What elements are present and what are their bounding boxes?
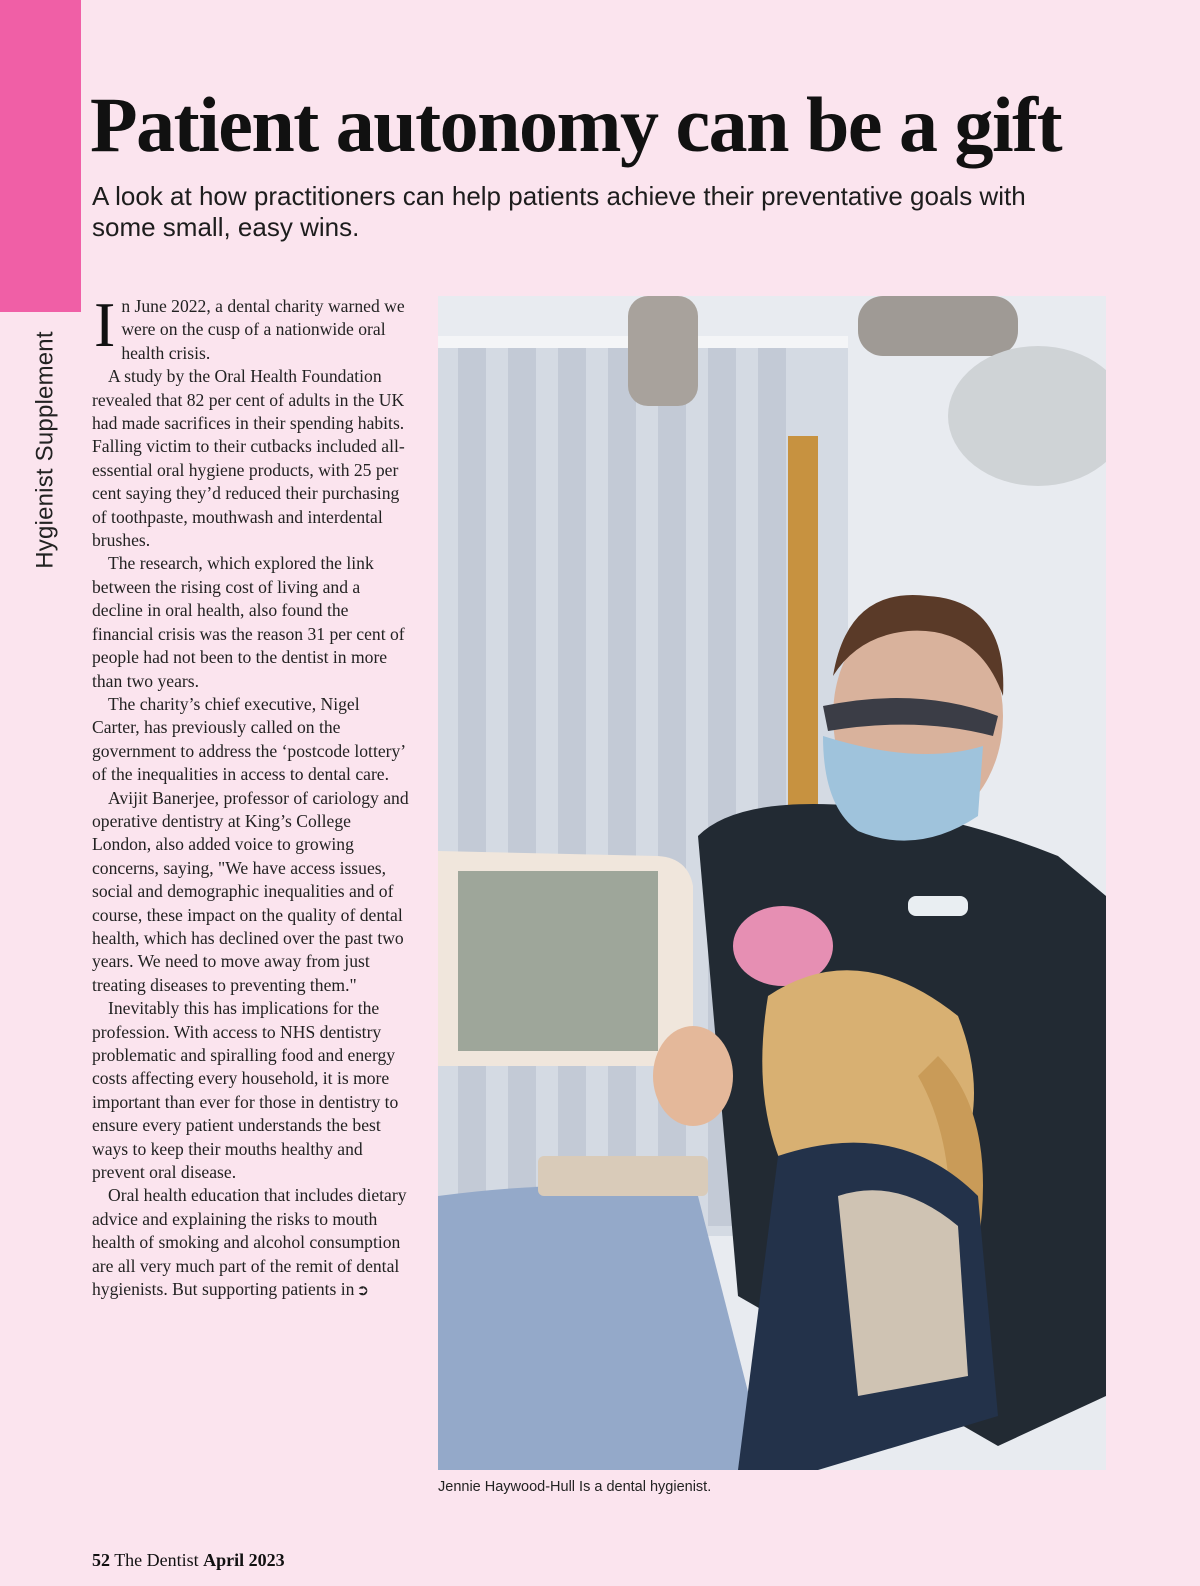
- article-standfirst: A look at how practitioners can help patients achieve their preventative goals with some small, easy wins.: [92, 181, 1026, 242]
- drop-cap: I: [94, 289, 116, 360]
- body-paragraph: Inevitably this has implications for the profession. With access to NHS dentistry problematic and spiralling food and energy costs affecting every household, it is more important than ever for those in dentistry to ensure every patient understands the best ways to keep their mouths healthy and prevent oral disease.: [92, 998, 399, 1183]
- body-paragraph: The charity’s chief executive, Nigel Carter, has previously called on the government to address the ‘postcode lottery’ of the inequalities in access to dental care.: [92, 693, 405, 785]
- body-paragraph: A study by the Oral Health Foundation revealed that 82 per cent of adults in the UK had made sacrifices in their spending habits. Falling victim to their cutbacks included all-essential oral hygiene products, with 25 per cent saying they’d reduced their purchasing of toothpaste, mouthwash and interdental brushes.: [92, 366, 405, 551]
- photo-caption: Jennie Haywood-Hull Is a dental hygienist.: [438, 1479, 712, 1495]
- section-color-tab: [0, 0, 81, 312]
- publication-name: The Dentist: [114, 1550, 199, 1570]
- body-paragraph-text: Oral health education that includes dietary advice and explaining the risks to mouth health of smoking and alcohol consumption are all very much part of the remit of dental hygienists. But supporting patients in: [92, 1185, 407, 1300]
- article-headline: Patient autonomy can be a gift: [90, 81, 1062, 168]
- article-body: [92, 289, 410, 1303]
- continue-arrow-icon: ➲: [356, 1283, 370, 1300]
- issue-date: April 2023: [203, 1550, 285, 1570]
- page-number: 52: [92, 1550, 110, 1570]
- lead-paragraph-text: n June 2022, a dental charity warned we were on the cusp of a nationwide oral health crisis.: [121, 296, 405, 363]
- body-paragraph: The research, which explored the link between the rising cost of living and a decline in oral health, also found the financial crisis was the reason 31 per cent of people had not been to the dentist in more than two years.: [92, 553, 405, 691]
- lead-paragraph: [92, 289, 410, 365]
- section-label-text: Hygienist Supplement: [32, 331, 59, 569]
- article-photo: [438, 296, 1106, 1470]
- section-label: [24, 330, 68, 570]
- page-footer: [92, 1550, 285, 1571]
- body-paragraph-last: [92, 1184, 410, 1303]
- body-paragraph: Avijit Banerjee, professor of cariology and operative dentistry at King’s College London, also added voice to growing concerns, saying, "We have access issues, social and demographic inequalities and of course, these impact on the quality of dental health, which has declined over the past two years. We need to move away from just treating diseases to preventing them.": [92, 787, 409, 995]
